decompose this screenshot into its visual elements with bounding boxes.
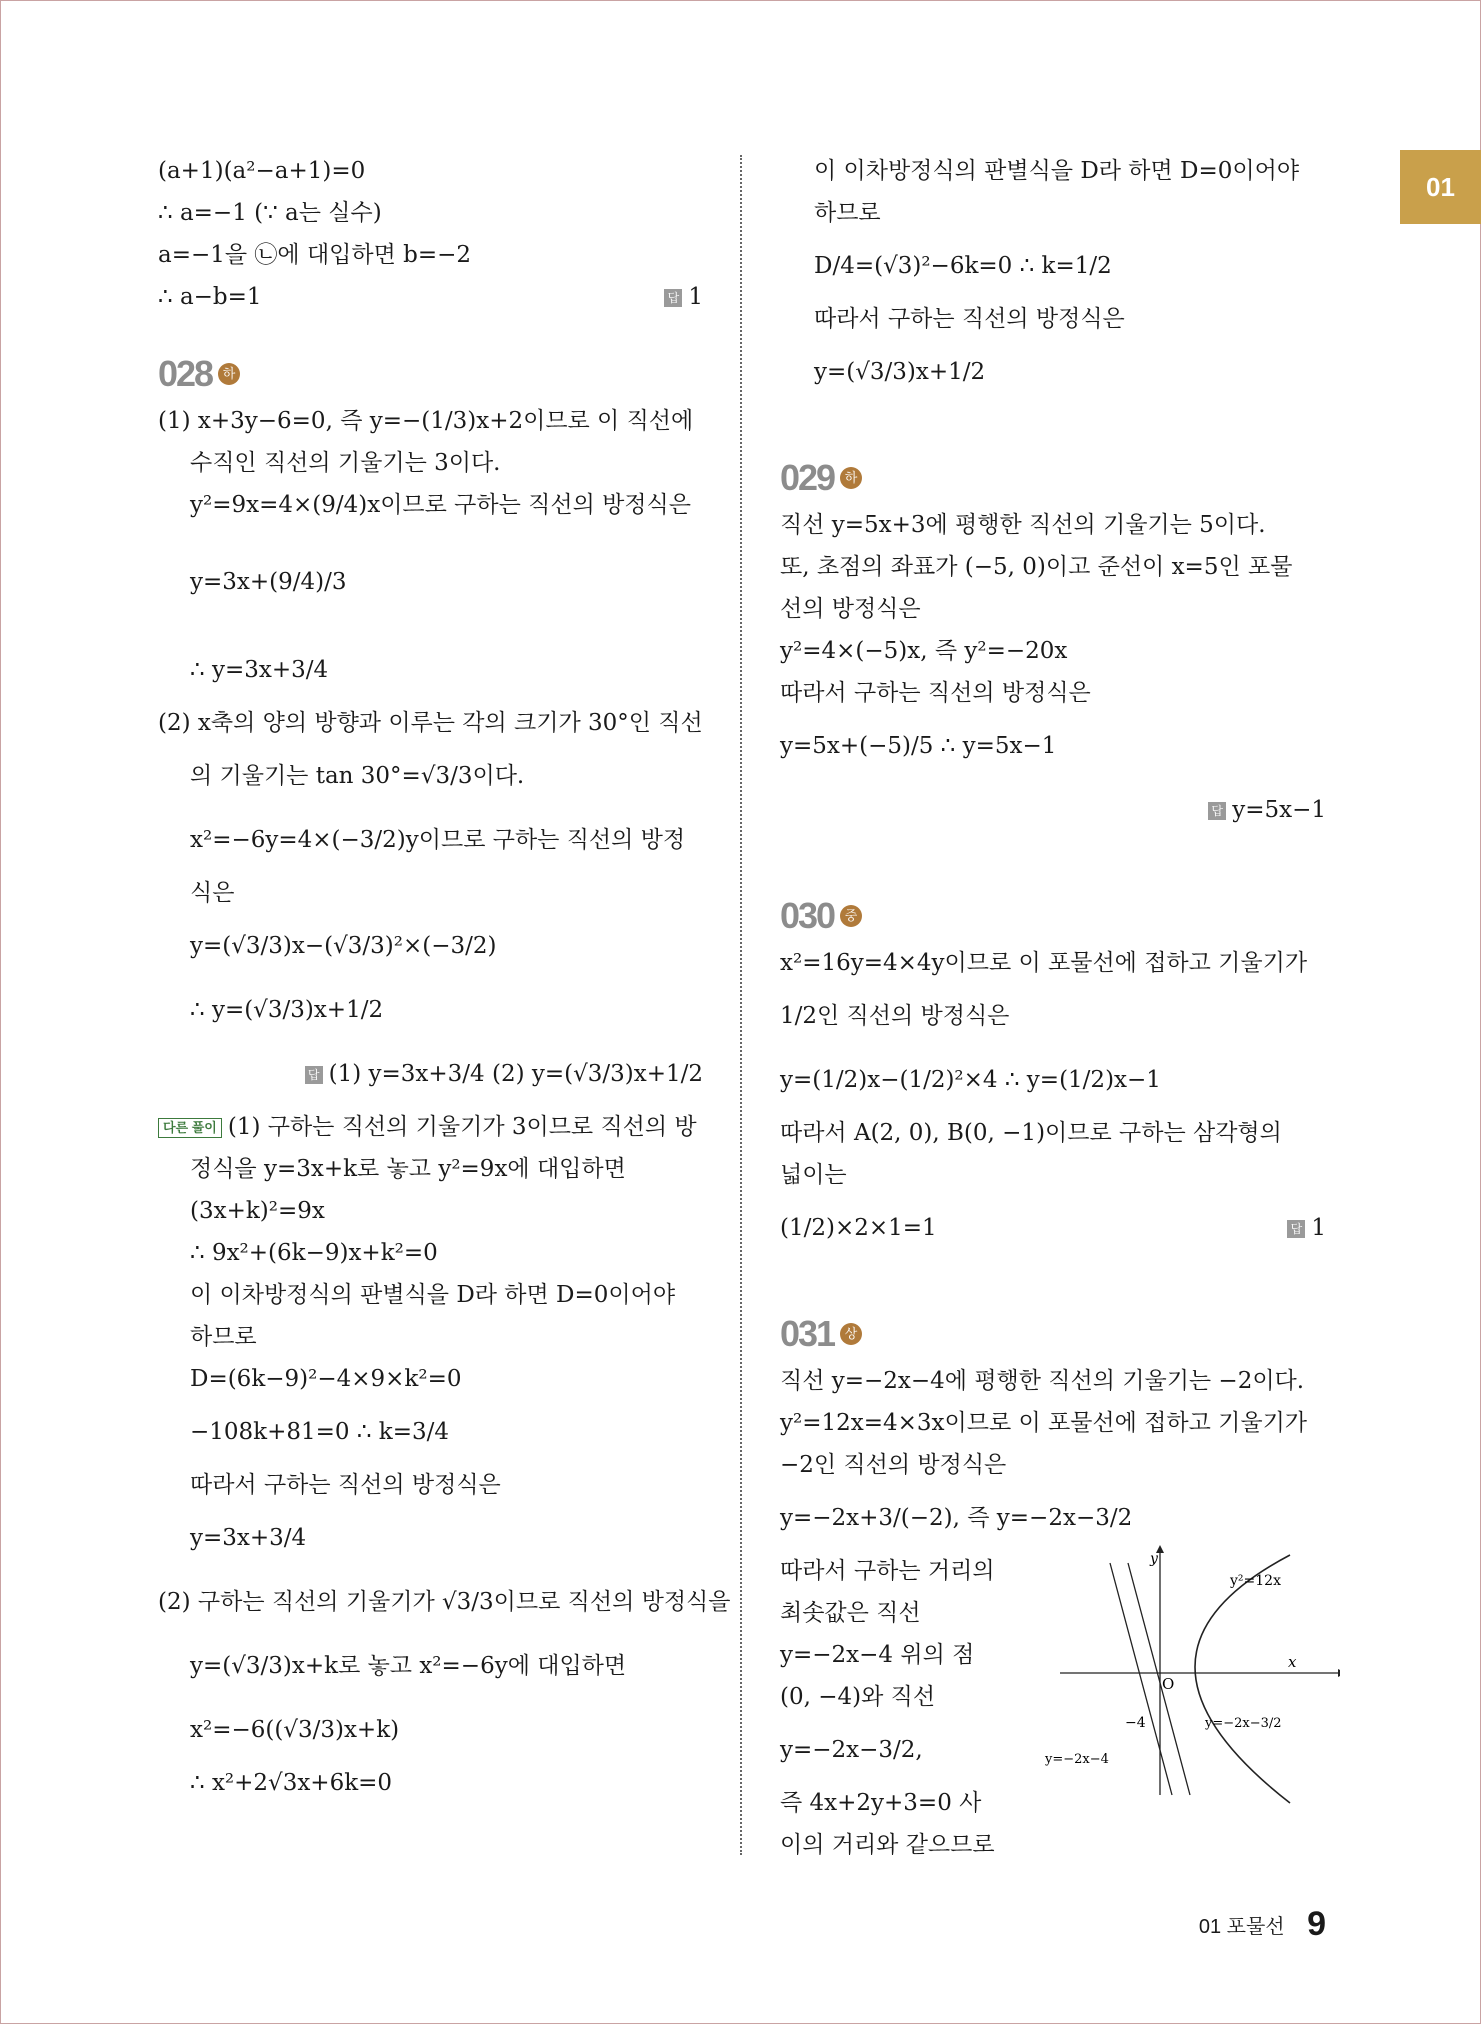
problem-header	[158, 348, 703, 400]
intercept-label: −4	[1125, 1715, 1146, 1731]
text-line: y=(1/2)x−(1/2)²×4 ∴ y=(1/2)x−1	[780, 1067, 1161, 1093]
x-axis-arrow	[1338, 1669, 1340, 1677]
text-line: 이의 거리와 같으므로	[780, 1832, 995, 1858]
text-line: D=(6k−9)²−4×9×k²=0	[190, 1366, 462, 1392]
answer-mark: 답	[1287, 1220, 1305, 1238]
difficulty-badge: 하	[218, 363, 240, 385]
text-line: ∴ y=(√3/3)x+1/2	[190, 997, 384, 1023]
text-line: 최솟값은 직선	[780, 1600, 921, 1626]
text-line: x²=16y=4×4y이므로 이 포물선에 접하고 기울기가	[780, 950, 1308, 976]
difficulty-badge: 상	[840, 1323, 862, 1345]
curve-label: y²=12x	[1230, 1573, 1281, 1589]
text-line: 1/2인 직선의 방정식은	[780, 1003, 1010, 1029]
text-line: y=(√3/3)x+k로 놓고 x²=−6y에 대입하면	[190, 1653, 627, 1679]
chapter-tab: 01	[1400, 150, 1481, 224]
difficulty-badge: 중	[840, 905, 862, 927]
text-line: y=(√3/3)x+1/2	[814, 359, 986, 385]
answer-row	[158, 276, 703, 318]
text-line: −2인 직선의 방정식은	[780, 1452, 1007, 1478]
text-line: 따라서 구하는 거리의	[780, 1558, 995, 1584]
text-line: y²=9x=4×(9/4)x이므로 구하는 직선의 방정식은	[190, 492, 691, 518]
tangent-line	[1128, 1563, 1190, 1795]
problem-number: 030	[780, 895, 835, 936]
answer-mark: 답	[1208, 802, 1226, 820]
parabola-graph	[1040, 1545, 1340, 1815]
text-line: 식은	[190, 880, 235, 906]
text-line: (2) 구하는 직선의 기울기가 √3/3이므로 직선의 방정식을	[158, 1589, 731, 1615]
x-axis-label: x	[1288, 1653, 1297, 1671]
text-line: (1) 구하는 직선의 기울기가 3이므로 직선의 방	[227, 1114, 697, 1140]
text-line: ∴ 9x²+(6k−9)x+k²=0	[190, 1240, 438, 1266]
text-line: y=5x+(−5)/5 ∴ y=5x−1	[780, 733, 1057, 759]
text-line: 하므로	[814, 200, 881, 226]
text-line: (1) x+3y−6=0, 즉 y=−(1/3)x+2이므로 이 직선에	[158, 408, 694, 434]
answer	[664, 276, 703, 318]
y-axis-label: y	[1150, 1551, 1158, 1567]
text-line: 넓이는	[780, 1162, 847, 1188]
spacer	[780, 842, 1326, 890]
answer-row	[780, 1196, 1326, 1260]
text-line: (2) x축의 양의 방향과 이루는 각의 크기가 30°인 직선	[158, 710, 703, 736]
text-line: 따라서 구하는 직선의 방정식은	[814, 306, 1125, 332]
problem-number: 028	[158, 353, 213, 394]
text-line: ∴ x²+2√3x+6k=0	[190, 1770, 393, 1796]
problem-header	[780, 890, 1326, 942]
text-line: 정식을 y=3x+k로 놓고 y²=9x에 대입하면	[190, 1156, 626, 1182]
text-line: 따라서 구하는 직선의 방정식은	[780, 680, 1091, 706]
answer-value: 1	[1311, 1215, 1326, 1241]
text-line: 직선 y=5x+3에 평행한 직선의 기울기는 5이다.	[780, 512, 1266, 538]
page-footer	[1199, 1905, 1326, 1944]
text-line: y=(√3/3)x−(√3/3)²×(−3/2)	[190, 933, 497, 959]
answer	[1287, 1196, 1326, 1260]
answer-value: y=5x−1	[1232, 797, 1326, 823]
line1-label: y=−2x−3/2	[1205, 1716, 1282, 1731]
answer-line	[780, 778, 1326, 842]
text-line: y=−2x−4 위의 점	[780, 1642, 975, 1668]
answer-value: 1	[688, 284, 703, 310]
problem-number: 029	[780, 457, 835, 498]
alt-solution-label: 다른 풀이	[158, 1118, 222, 1138]
alt-solution-line	[158, 1106, 703, 1148]
spacer	[158, 318, 703, 348]
origin-label: O	[1162, 1675, 1175, 1693]
text-line: 즉 4x+2y+3=0 사	[780, 1790, 982, 1816]
text-line: −108k+81=0 ∴ k=3/4	[190, 1419, 450, 1445]
problem-header	[780, 452, 1326, 504]
text-line: D/4=(√3)²−6k=0 ∴ k=1/2	[814, 253, 1112, 279]
line2-label: y=−2x−4	[1045, 1752, 1109, 1767]
text-line: 의 기울기는 tan 30°=√3/3이다.	[190, 763, 525, 789]
text-line: 선의 방정식은	[780, 596, 921, 622]
text-line: y=3x+3/4	[190, 1525, 307, 1551]
text-line: 이 이차방정식의 판별식을 D라 하면 D=0이어야	[814, 158, 1300, 184]
text-line: 이 이차방정식의 판별식을 D라 하면 D=0이어야	[190, 1282, 676, 1308]
math-line: ∴ a−b=1	[158, 284, 262, 310]
text-line: y²=4×(−5)x, 즉 y²=−20x	[780, 638, 1068, 664]
answer-value: (1) y=3x+3/4 (2) y=(√3/3)x+1/2	[328, 1061, 703, 1087]
text-line: y=3x+(9/4)/3	[190, 569, 347, 595]
text-line: x²=−6y=4×(−3/2)y이므로 구하는 직선의 방정	[190, 827, 686, 853]
text-line: 따라서 A(2, 0), B(0, −1)이므로 구하는 삼각형의	[780, 1120, 1282, 1146]
text-line: x²=−6((√3/3)x+k)	[190, 1717, 400, 1743]
text-line: 또, 초점의 좌표가 (−5, 0)이고 준선이 x=5인 포물	[780, 554, 1293, 580]
text-line: a=−1을 ㉡에 대입하면 b=−2	[158, 242, 472, 268]
text-line: ∴ y=3x+3/4	[190, 657, 329, 683]
page-number: 9	[1307, 1905, 1326, 1943]
text-line: ∴ a=−1 (∵ a는 실수)	[158, 200, 382, 226]
problem-number: 031	[780, 1313, 835, 1354]
text-line: (3x+k)²=9x	[190, 1198, 325, 1224]
spacer	[780, 404, 1326, 452]
text-line: 따라서 구하는 직선의 방정식은	[190, 1472, 501, 1498]
text-line: y=−2x−3/2,	[780, 1737, 923, 1763]
text-line: (0, −4)와 직선	[780, 1684, 936, 1710]
spacer	[780, 1260, 1326, 1308]
difficulty-badge: 하	[840, 467, 862, 489]
parabola-curve	[1195, 1555, 1290, 1803]
text-line: 하므로	[190, 1324, 257, 1350]
answer-line	[158, 1042, 703, 1106]
text-line: (a+1)(a²−a+1)=0	[158, 158, 366, 184]
problem-header	[780, 1308, 1326, 1360]
column-divider	[740, 155, 742, 1855]
footer-chapter: 01 포물선	[1198, 1916, 1285, 1938]
text-line: 직선 y=−2x−4에 평행한 직선의 기울기는 −2이다.	[780, 1368, 1305, 1394]
answer-mark: 답	[664, 289, 682, 307]
text-line: 수직인 직선의 기울기는 3이다.	[190, 450, 501, 476]
text-line: y=−2x+3/(−2), 즉 y=−2x−3/2	[780, 1505, 1133, 1531]
answer-mark: 답	[305, 1066, 323, 1084]
math-line: (1/2)×2×1=1	[780, 1215, 937, 1241]
text-line: y²=12x=4×3x이므로 이 포물선에 접하고 기울기가	[780, 1410, 1308, 1436]
left-column	[158, 150, 731, 1804]
